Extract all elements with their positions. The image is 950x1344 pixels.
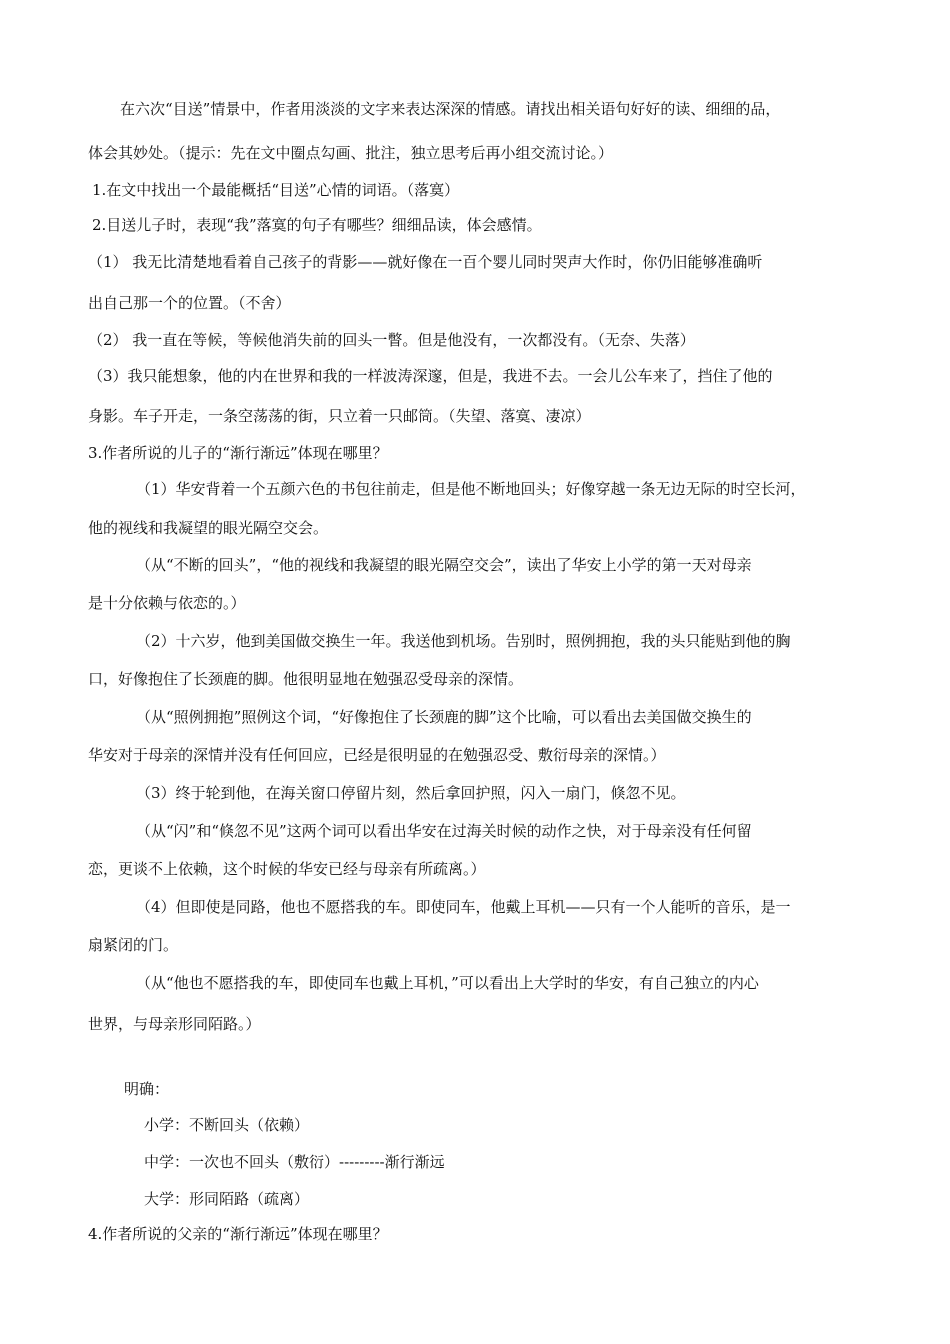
summary-middle-school: 中学：一次也不回头（敷衍）---------渐行渐远 — [144, 1153, 445, 1171]
q3-comment-3-line-1: （从“闪”和“倏忽不见”这两个词可以看出华安在过海关时候的动作之快，对于母亲没有任何留 — [136, 822, 752, 840]
q3-passage-4-line-2: 扇紧闭的门。 — [88, 936, 179, 954]
question-3-title: 3.作者所说的儿子的“渐行渐远”体现在哪里？ — [88, 444, 388, 462]
q3-comment-2-line-2: 华安对于母亲的深情并没有任何回应，已经是很明显的在勉强忍受、敷衍母亲的深情。） — [88, 746, 666, 764]
q3-passage-1-line-1: （1）华安背着一个五颜六色的书包往前走，但是他不断地回头；好像穿越一条无边无际的时空长河， — [136, 480, 806, 498]
q2-sentence-3-line-1: （3）我只能想象，他的内在世界和我的一样波涛深邃，但是，我进不去。一会儿公车来了，挡住了他的 — [88, 367, 773, 385]
q3-passage-2-line-1: （2）十六岁，他到美国做交换生一年。我送他到机场。告别时，照例拥抱，我的头只能贴到他的胸 — [136, 632, 791, 650]
q2-sentence-2: （2） 我一直在等候，等候他消失前的回头一瞥。但是他没有，一次都没有。（无奈、失落） — [88, 331, 695, 349]
question-1: 1.在文中找出一个最能概括“目送”心情的词语。（落寞） — [92, 181, 460, 199]
q3-comment-1-line-1: （从“不断的回头”，“他的视线和我凝望的眼光隔空交会”，读出了华安上小学的第一天对母亲 — [136, 556, 752, 574]
q3-comment-4-line-2: 世界，与母亲形同陌路。） — [88, 1015, 261, 1033]
q2-sentence-1-line-1: （1） 我无比清楚地看着自己孩子的背影——就好像在一百个婴儿同时哭声大作时，你仍旧能够准确听 — [88, 253, 763, 271]
q3-passage-3: （3）终于轮到他，在海关窗口停留片刻，然后拿回护照，闪入一扇门，倏忽不见。 — [136, 784, 686, 802]
intro-line-1: 在六次“目送”情景中，作者用淡淡的文字来表达深深的情感。请找出相关语句好好的读、细细的品， — [120, 100, 781, 118]
question-4-title: 4.作者所说的父亲的“渐行渐远”体现在哪里？ — [88, 1225, 388, 1243]
question-2-title: 2.目送儿子时，表现“我”落寞的句子有哪些？细细品读，体会感情。 — [92, 216, 542, 234]
summary-primary-school: 小学：不断回头（依赖） — [144, 1116, 310, 1134]
q2-sentence-1-line-2: 出自己那一个的位置。（不舍） — [88, 294, 291, 312]
q3-comment-3-line-2: 恋，更谈不上依赖，这个时候的华安已经与母亲有所疏离。） — [88, 860, 486, 878]
q2-sentence-3-line-2: 身影。车子开走，一条空荡荡的街，只立着一只邮筒。（失望、落寞、凄凉） — [88, 407, 591, 425]
q3-passage-4-line-1: （4）但即使是同路，他也不愿搭我的车。即使同车，他戴上耳机——只有一个人能听的音乐，是一 — [136, 898, 791, 916]
q3-comment-1-line-2: 是十分依赖与依恋的。） — [88, 594, 246, 612]
q3-comment-4-line-1: （从“他也不愿搭我的车，即使同车也戴上耳机，”可以看出上大学时的华安，有自己独立的内心 — [136, 974, 759, 992]
summary-college: 大学：形同陌路（疏离） — [144, 1190, 310, 1208]
q3-passage-1-line-2: 他的视线和我凝望的眼光隔空交会。 — [88, 519, 329, 537]
intro-line-2: 体会其妙处。（提示：先在文中圈点勾画、批注，独立思考后再小组交流讨论。） — [88, 144, 614, 162]
q3-comment-2-line-1: （从“照例拥抱”照例这个词，“好像抱住了长颈鹿的脚”这个比喻，可以看出去美国做交换生的 — [136, 708, 752, 726]
q3-passage-2-line-2: 口，好像抱住了长颈鹿的脚。他很明显地在勉强忍受母亲的深情。 — [88, 670, 524, 688]
summary-label: 明确： — [124, 1080, 170, 1098]
